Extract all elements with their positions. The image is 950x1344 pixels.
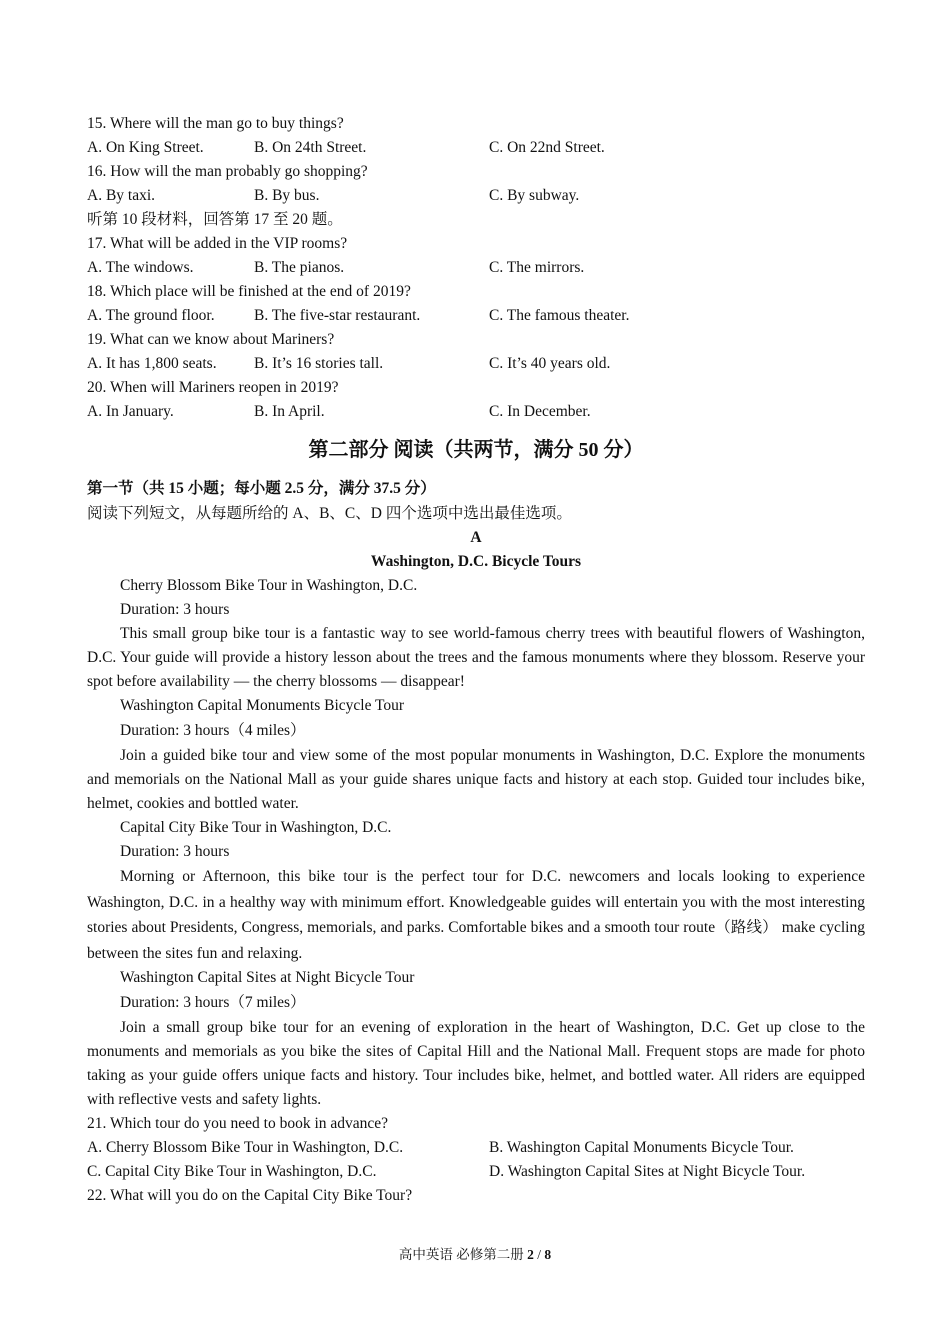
question-17-stem: 17. What will be added in the VIP rooms? — [87, 235, 348, 252]
tour-3-description: Morning or Afternoon, this bike tour is the perfect tour for D.C. newcomers and locals looking to experience Washington, D.C. in a healthy way with minimum effort. Knowledgeable guides will entertain you with the most interesting stories about Presidents, Congress, memorials, and parks. Comfortable bikes and a smooth tour route（路线） make cycling between the sites fun and relaxing. — [87, 868, 865, 962]
option-a: A. By taxi. — [87, 187, 156, 204]
part-two-title: 第二部分 阅读（共两节，满分 50 分） — [308, 439, 644, 461]
option-d: D. Washington Capital Sites at Night Bicycle Tour. — [489, 1163, 806, 1180]
question-19-options — [87, 352, 865, 376]
tour-2-description: Join a guided bike tour and view some of the most popular monuments in Washington, D.C. Explore the monuments and memorials on the National Mall as your guide shares unique facts and history at each stop. Guided tour includes bike, helmet, cookies and bottled water. — [87, 747, 865, 812]
question-22-stem: 22. What will you do on the Capital City Bike Tour? — [87, 1187, 413, 1204]
option-b: B. Washington Capital Monuments Bicycle Tour. — [489, 1139, 794, 1156]
option-b: B. By bus. — [254, 187, 320, 204]
option-a: A. Cherry Blossom Bike Tour in Washington, D.C. — [87, 1139, 404, 1156]
footer-page-number: 2 — [527, 1247, 534, 1262]
tour-1-description: This small group bike tour is a fantastic way to see world-famous cherry trees with beautiful flowers of Washington, D.C. Your guide will provide a history lesson about the trees and the famous monuments where they blossom. Reserve your spot before availability — the cherry blossoms — disappear! — [87, 625, 865, 690]
option-c: C. The famous theater. — [489, 307, 630, 324]
section-one-title: 第一节（共 15 小题；每小题 2.5 分，满分 37.5 分） — [87, 480, 436, 497]
tour-1-duration: Duration: 3 hours — [120, 601, 230, 618]
document-page — [87, 112, 865, 1208]
option-b: B. On 24th Street. — [254, 139, 367, 156]
option-c: C. The mirrors. — [489, 259, 585, 276]
passage-letter: A — [470, 529, 482, 546]
question-20-stem: 20. When will Mariners reopen in 2019? — [87, 379, 339, 396]
option-c: C. By subway. — [489, 187, 580, 204]
question-16-stem: 16. How will the man probably go shopping? — [87, 163, 368, 180]
tour-3-duration: Duration: 3 hours — [120, 843, 230, 860]
option-c: C. On 22nd Street. — [489, 139, 605, 156]
tour-4-duration: Duration: 3 hours（7 miles） — [120, 994, 306, 1011]
tour-1-name: Cherry Blossom Bike Tour in Washington, D.C. — [120, 577, 418, 594]
passage-title: Washington, D.C. Bicycle Tours — [370, 553, 582, 570]
footer-label: 高中英语 必修第二册 — [398, 1247, 524, 1262]
option-c: C. In December. — [489, 403, 591, 420]
option-c: C. It’s 40 years old. — [489, 355, 611, 372]
question-20-options — [87, 400, 865, 424]
option-b: B. In April. — [254, 403, 325, 420]
question-15-stem: 15. Where will the man go to buy things? — [87, 115, 344, 132]
question-21-options-row2 — [87, 1160, 865, 1184]
question-16-options — [87, 184, 865, 208]
section-one-instruction: 阅读下列短文，从每题所给的 A、B、C、D 四个选项中选出最佳选项。 — [87, 505, 572, 522]
question-15-options — [87, 136, 865, 160]
option-b: B. It’s 16 stories tall. — [254, 355, 384, 372]
footer-total-pages: 8 — [544, 1247, 552, 1262]
option-a: A. The windows. — [87, 259, 194, 276]
page-footer — [0, 1244, 950, 1266]
tour-4-name: Washington Capital Sites at Night Bicycle Tour — [120, 969, 415, 986]
option-a: A. The ground floor. — [87, 307, 215, 324]
footer-separator: / — [537, 1247, 541, 1262]
tour-4-description: Join a small group bike tour for an evening of exploration in the heart of Washington, D.C. Get up close to the monuments and memorials as you bike the sites of Capital Hill and the National Mall. Frequent stops are made for photo taking as your guide offers unique facts and history. Tour includes bike, helmet, and bottled water. All riders are equipped with reflective vests and safety lights. — [87, 1019, 865, 1108]
option-a: A. In January. — [87, 403, 174, 420]
question-21-stem: 21. Which tour do you need to book in advance? — [87, 1115, 389, 1132]
option-a: A. It has 1,800 seats. — [87, 355, 217, 372]
question-19-stem: 19. What can we know about Mariners? — [87, 331, 335, 348]
option-c: C. Capital City Bike Tour in Washington, D.C. — [87, 1163, 377, 1180]
tour-3-name: Capital City Bike Tour in Washington, D.C. — [120, 819, 392, 836]
option-b: B. The pianos. — [254, 259, 345, 276]
tour-2-duration: Duration: 3 hours（4 miles） — [120, 722, 306, 739]
question-18-stem: 18. Which place will be finished at the end of 2019? — [87, 283, 411, 300]
question-18-options — [87, 304, 865, 328]
question-21-options-row1 — [87, 1136, 865, 1160]
option-a: A. On King Street. — [87, 139, 204, 156]
listening-instruction: 听第 10 段材料，回答第 17 至 20 题。 — [87, 211, 343, 228]
option-b: B. The five-star restaurant. — [254, 307, 421, 324]
question-17-options — [87, 256, 865, 280]
tour-2-name: Washington Capital Monuments Bicycle Tour — [120, 697, 405, 714]
